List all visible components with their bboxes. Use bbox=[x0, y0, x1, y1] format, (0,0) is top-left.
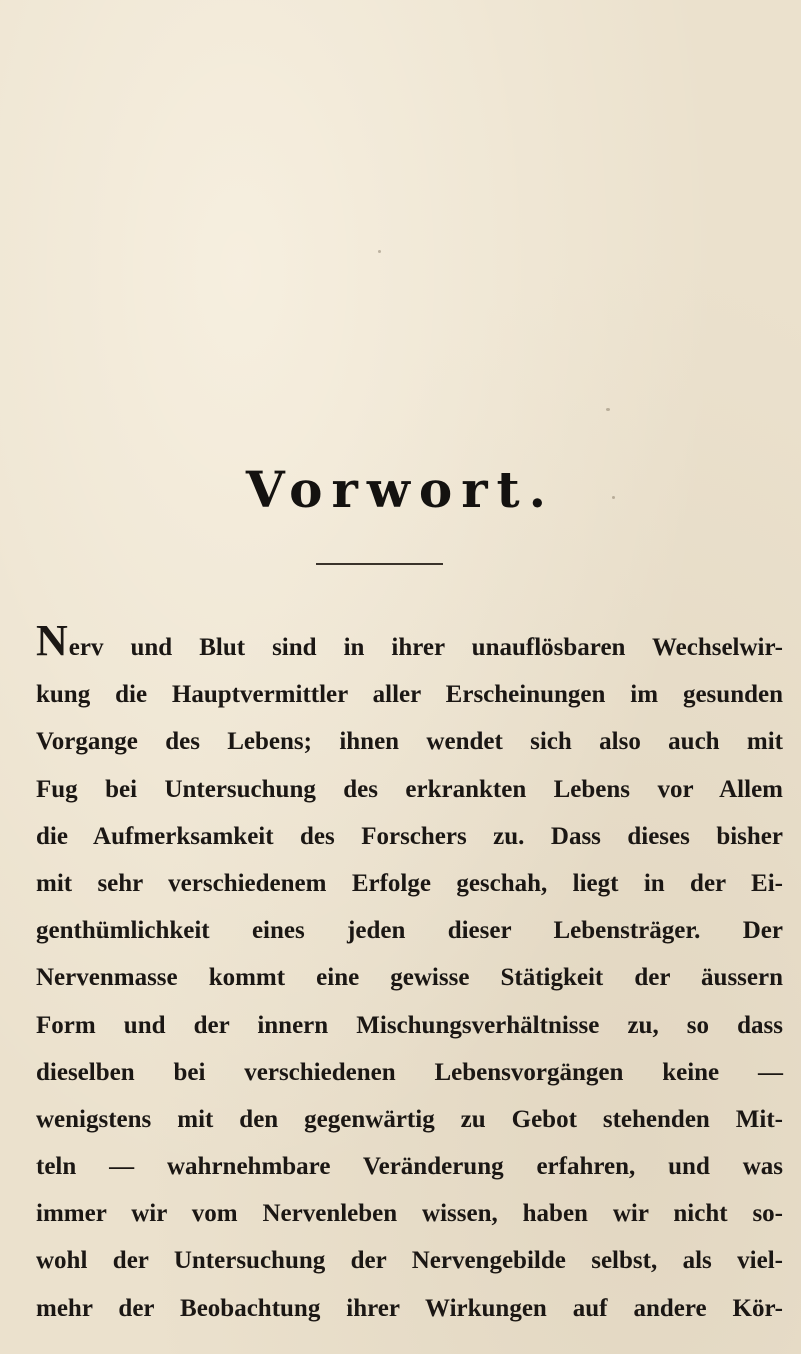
page-title: Vorwort. bbox=[245, 460, 556, 519]
text-line: Form und der innern Mischungsverhältnisse zu, so dass bbox=[36, 1011, 783, 1039]
title-divider bbox=[316, 563, 443, 565]
text-line: wohl der Untersuchung der Nervengebilde selbst, als viel- bbox=[36, 1247, 783, 1275]
text-line: Fug bei Untersuchung des erkrankten Lebens vor Allem bbox=[36, 775, 783, 803]
text-line: kung die Hauptvermittler aller Erscheinungen im gesunden bbox=[36, 681, 783, 709]
text-line: genthümlichkeit eines jeden dieser Lebensträger. Der bbox=[36, 917, 783, 945]
text-line: dieselben bei verschiedenen Lebensvorgängen keine — bbox=[36, 1058, 783, 1086]
text-line bbox=[36, 616, 783, 671]
text-line: mit sehr verschiedenem Erfolge geschah, liegt in der Ei- bbox=[36, 869, 783, 897]
text-line: die Aufmerksamkeit des Forschers zu. Dass dieses bisher bbox=[36, 822, 783, 850]
paper-speck bbox=[378, 250, 381, 253]
paper-speck bbox=[606, 408, 610, 411]
text-line: immer wir vom Nervenleben wissen, haben wir nicht so- bbox=[36, 1200, 783, 1228]
text-line: Nervenmasse kommt eine gewisse Stätigkeit der äussern bbox=[36, 964, 783, 992]
body-text bbox=[36, 616, 783, 1332]
text-line-content: erv und Blut sind in ihrer unauflösbaren Wechselwir- bbox=[68, 634, 783, 661]
text-line: mehr der Beobachtung ihrer Wirkungen auf andere Kör- bbox=[36, 1294, 783, 1322]
drop-cap: N bbox=[36, 616, 68, 665]
text-line: teln — wahrnehmbare Veränderung erfahren, und was bbox=[36, 1153, 783, 1181]
text-line: wenigstens mit den gegenwärtig zu Gebot stehenden Mit- bbox=[36, 1105, 783, 1133]
text-line: Vorgange des Lebens; ihnen wendet sich also auch mit bbox=[36, 728, 783, 756]
